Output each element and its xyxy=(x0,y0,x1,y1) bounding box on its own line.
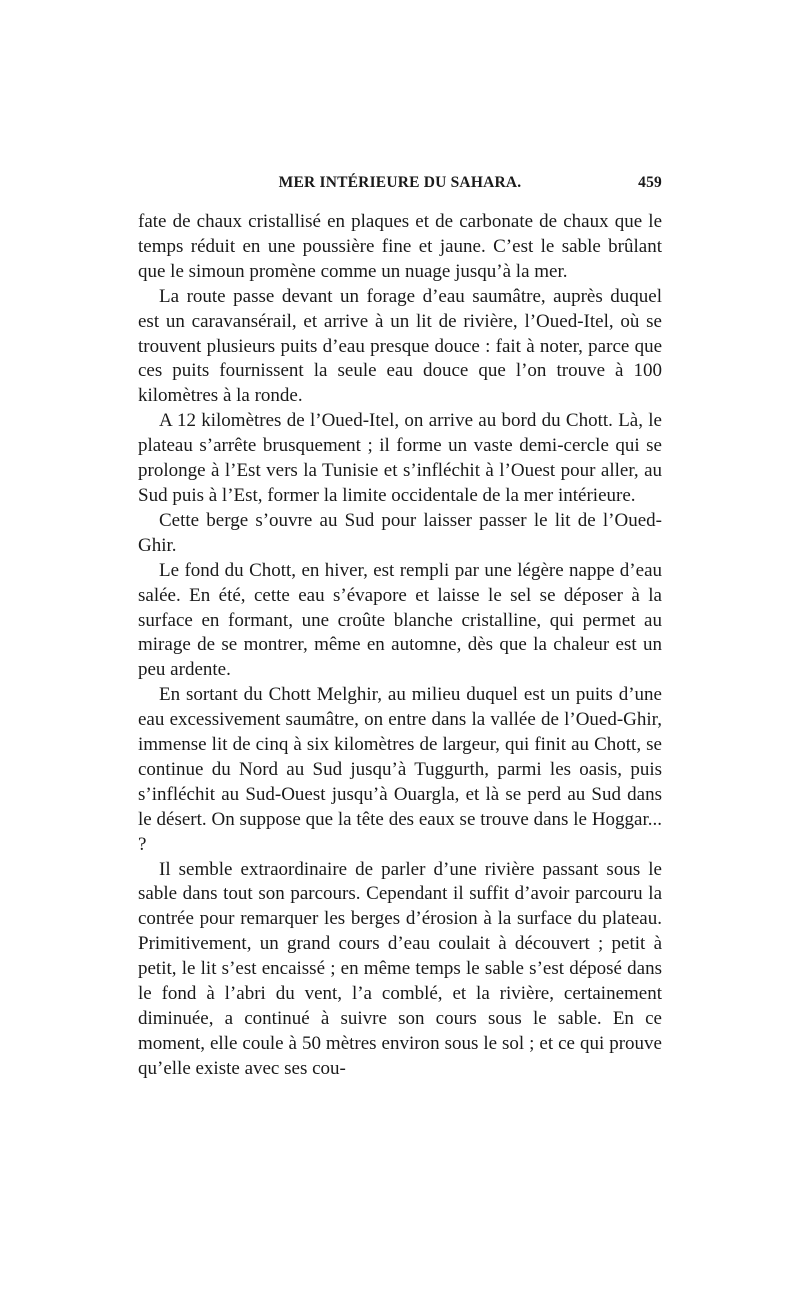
body-text xyxy=(138,210,662,1082)
paragraph-oued-ghir: En sortant du Chott Melghir, au milieu duquel est un puits d’une eau excessivement saumâtre, on entre dans la vallée de l’Oued-Ghir, immense lit de cinq à six kilomètres de largeur, qui finit au Chott, se continue du Nord au Sud jusqu’à Tuggurth, parmi les oasis, puis s’infléchit au Sud-Ouest jusqu’à Ouargla, et là se perd au Sud dans le désert. On suppose que la tête des eaux se trouve dans le Hoggar... ? xyxy=(138,684,662,855)
paragraph-continuation: fate de chaux cristallisé en plaques et de carbonate de chaux que le temps réduit en une poussière fine et jaune. C’est le sable brûlant que le simoun promène comme un nuage jusqu’à la mer. xyxy=(138,211,662,282)
running-title: MER INTÉRIEURE DU SAHARA. xyxy=(278,174,522,191)
paragraph-underground-river: Il semble extraordinaire de parler d’une rivière passant sous le sable dans tout son parcours. Cependant il suffit d’avoir parcouru la contrée pour remarquer les berges d’érosion à la surface du plateau. Primitivement, un grand cours d’eau coulait à découvert ; petit à petit, le lit s’est encaissé ; en même temps le sable s’est déposé dans le fond à l’abri du vent, l’a comblé, et la rivière, certainement diminuée, a continué à suivre son cours sous le sable. En ce moment, elle coule à 50 mètres environ sous le sol ; et ce qui prouve qu’elle existe avec ses cou- xyxy=(138,858,662,1079)
paragraph-route: La route passe devant un forage d’eau saumâtre, auprès duquel est un caravansérail, et arrive à un lit de rivière, l’Oued-Itel, où se trouvent plusieurs puits d’eau presque douce : fait à noter, parce que ces puits fournissent la seule eau douce que l’on trouve à 100 kilomètres à la ronde. xyxy=(138,285,662,407)
page-number: 459 xyxy=(638,174,662,191)
book-page xyxy=(138,174,662,1082)
paragraph-chott-edge: A 12 kilomètres de l’Oued-Itel, on arrive au bord du Chott. Là, le plateau s’arrête brusquement ; il forme un vaste demi-cercle qui se prolonge à l’Est vers la Tunisie et s’infléchit à l’Ouest pour aller, au Sud puis à l’Est, former la limite occidentale de la mer intérieure. xyxy=(138,410,662,506)
paragraph-chott-bottom: Le fond du Chott, en hiver, est rempli par une légère nappe d’eau salée. En été, cette eau s’évapore et laisse le sel se déposer à la surface en formant, une croûte blanche cristalline, qui permet au mirage de se montrer, même en automne, dès que la chaleur est un peu ardente. xyxy=(138,559,662,681)
page-header xyxy=(138,174,662,200)
paragraph-berge: Cette berge s’ouvre au Sud pour laisser passer le lit de l’Oued-Ghir. xyxy=(138,509,662,556)
